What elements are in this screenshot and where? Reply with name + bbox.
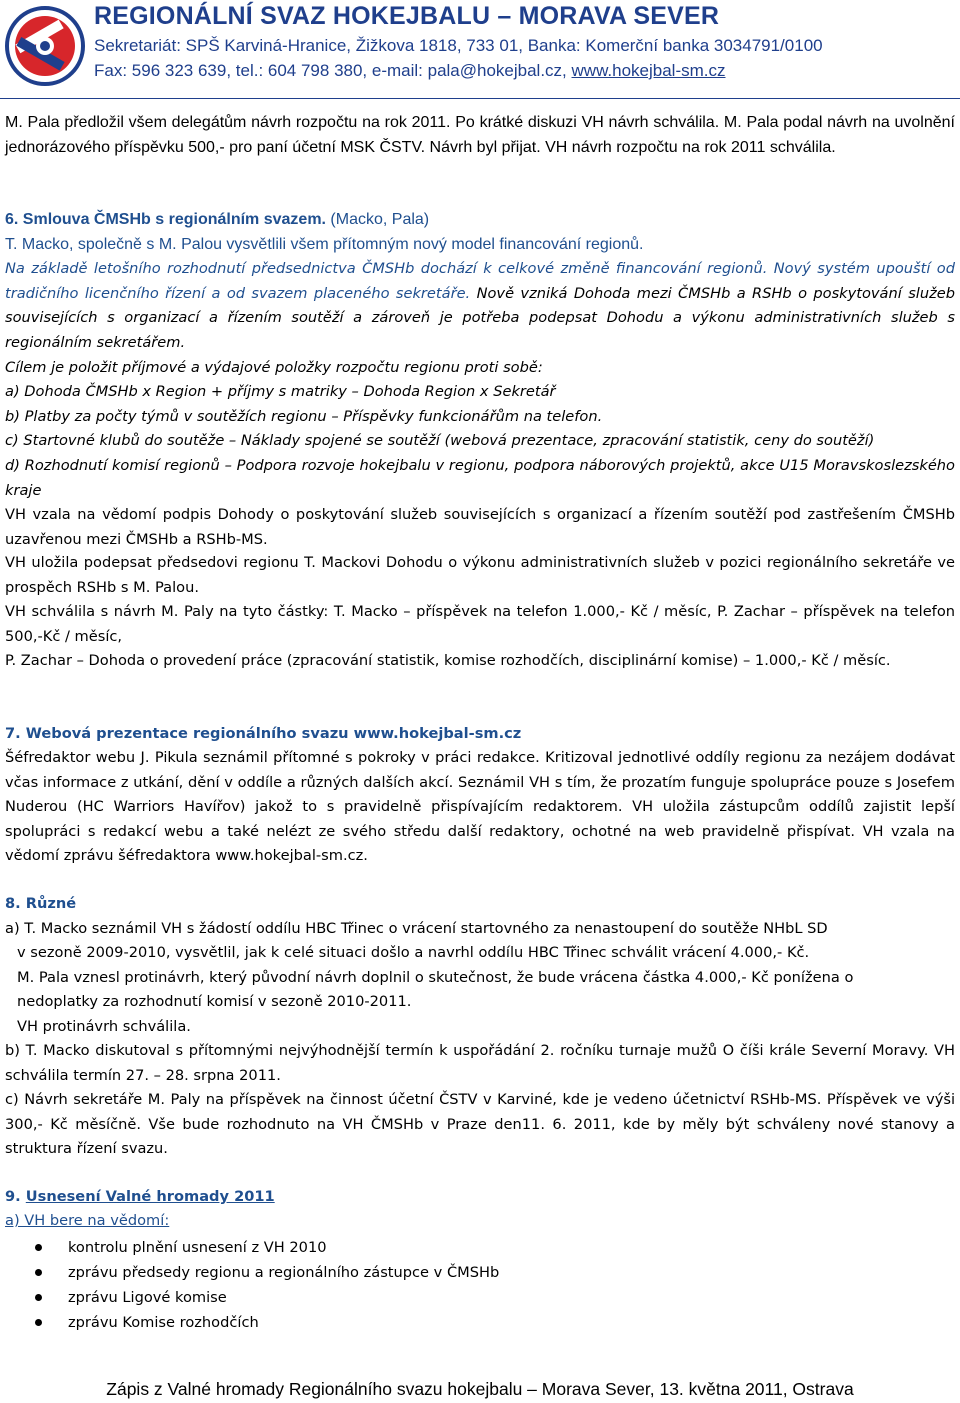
budget-paragraph: M. Pala předložil všem delegátům návrh rozpočtu na rok 2011. Po krátké diskuzi VH návrh schválila. M. Pala podal návrh na uvolnění jednorázového příspěvku 500,- pro paní účetní MSK ČSTV. Návrh byl přijat. VH návrh rozpočtu na rok 2011 schválila. — [5, 114, 955, 156]
resolution-amounts: VH schválila s návrh M. Paly na tyto částky: T. Macko – příspěvek na telefon 1.000,- Kč / měsíc, P. Zachar – příspěvek na telefon 500,-Kč / měsíc, — [5, 603, 955, 645]
list-item: kontrolu plnění usnesení z VH 2010 — [35, 1235, 499, 1260]
contact-details: Fax: 596 323 639, tel.: 604 798 380, e-mail: pala@hokejbal.cz, — [94, 61, 572, 80]
section-8-item-c: c) Návrh sekretáře M. Paly na příspěvek na činnost účetní ČSTV v Karviné, kde je vedeno účetnictví RSHb-MS. Příspěvek ve výši 300,- Kč měsíčně. Vše bude rozhodnuto na VH ČMSHb v Praze den11. 6. 2011, kde by měly být schváleny nové stanovy a struktura řízení svazu. — [5, 1091, 955, 1157]
section-9-heading — [5, 1185, 955, 1210]
section-8-item-a-line4: nedoplatky za rozhodnutí komisí v sezoně 2010-2011. — [17, 993, 412, 1010]
letterhead — [0, 0, 960, 100]
budget-goal: Cílem je položit příjmové a výdajové položky rozpočtu regionu proti sobě: — [5, 359, 543, 376]
secretariat-address: Sekretariát: SPŠ Karviná-Hranice, Žižkova 1818, 733 01, Banka: Komerční banka 3034791/0100 — [94, 36, 823, 55]
section-9-title: Usnesení Valné hromady 2011 — [25, 1188, 275, 1205]
section-9-number: 9. — [5, 1188, 26, 1205]
resolution-dpp: P. Zachar – Dohoda o provedení práce (zpracování statistik, komise rozhodčích, disciplinární komise) – 1.000,- Kč / měsíc. — [5, 652, 891, 669]
section-6-heading — [5, 208, 955, 233]
financing-change-text: Na základě letošního rozhodnutí předsednictva ČMSHb dochází k celkové změně financování regionů. Nový systém upouští od tradičního licenčního řízení a od svazem placeného sekretáře. — [5, 260, 955, 302]
section-8-item-a-line1: a) T. Macko seznámil VH s žádostí oddílu HBC Třinec o vrácení startovného za nenastoupení do soutěže NHbL SD — [5, 920, 828, 937]
list-item: zprávu Ligové komise — [35, 1285, 499, 1310]
budget-item-c: c) Startovné klubů do soutěže – Náklady spojené se soutěží (webová prezentace, zpracování statistik, ceny do soutěží) — [5, 432, 875, 449]
list-item: zprávu Komise rozhodčích — [35, 1310, 499, 1335]
section-7-text: Šéfredaktor webu J. Pikula seznámil přítomné s pokroky v práci redakce. Kritizoval jednotlivé oddíly regionu za nezájem dodávat včas informace z utkání, dění v oddíle a různých dalších akcí. Seznámil VH s tím, že prozatím funguje spolupráce pouze s Josefem Nuderou (HC Warriors Havířov) jakož to s pravidelně přispívajícím redaktorem. VH uložila zástupcům oddílů zajistit lepší spolupráci s redakcí webu a také nelézt ze svého středu další redaktory, ochotné na web pravidelně přispívat. VH vzala na vědomí zprávu šéfredaktora www.hokejbal-sm.cz. — [5, 749, 955, 864]
resolution-agreement: VH vzala na vědomí podpis Dohody o poskytování služeb souvisejících s organizací a řízením soutěží pod zastřešením ČMSHb uzavřenou mezi ČMSHb a RSHb-MS. — [5, 506, 955, 548]
section-9-item-a-text: a) VH bere na vědomí: — [5, 1212, 170, 1229]
section-8-item-b: b) T. Macko diskutoval s přítomnými nejvýhodnější termín k uspořádání 2. ročníku turnaje mužů O číši krále Severní Moravy. VH schválila termín 27. – 28. srpna 2011. — [5, 1042, 955, 1084]
section-8-item-a-line5: VH protinávrh schválila. — [17, 1018, 191, 1035]
section-6-title: 6. Smlouva ČMSHb s regionálním svazem. — [5, 211, 326, 228]
agreement-text: Nově vzniká Dohoda mezi ČMSHb a RSHb o poskytování služeb souvisejících s organizací a řízením soutěží a zároveň je potřeba podepsat Dohodu a výkonu administrativních služeb s regionálním sekretářem. — [5, 284, 956, 351]
section-6-intro: T. Macko, společně s M. Palou vysvětlili všem přítomným nový model financování regionů. — [5, 236, 644, 253]
organization-name: REGIONÁLNÍ SVAZ HOKEJBALU – MORAVA SEVER — [94, 2, 720, 30]
section-6-financing-change — [5, 257, 955, 355]
budget-item-a: a) Dohoda ČMSHb x Region + příjmy s matriky – Dohoda Region x Sekretář — [5, 383, 556, 400]
section-8-item-a-line3: M. Pala vznesl protinávrh, který původní návrh doplnil o skutečnost, že bude vrácena částka 4.000,- Kč ponížena o — [17, 969, 854, 986]
acknowledged-list — [35, 1235, 499, 1335]
resolution-secretary: VH uložila podepsat předsedovi regionu T. Mackovi Dohodu o výkonu administrativních služeb v pozici regionálního sekretáře ve prospěch RSHb s M. Palou. — [5, 554, 955, 596]
section-6-presenters: (Macko, Pala) — [325, 211, 430, 228]
section-8-item-a-line2: v sezoně 2009-2010, vysvětlil, jak k celé situaci došlo a navrhl oddílu HBC Třinec schválit vrácení 4.000,- Kč. — [17, 944, 810, 961]
budget-item-d: d) Rozhodnutí komisí regionů – Podpora rozvoje hokejbalu v regionu, podpora náborových projektů, akce U15 Moravskoslezského kraje — [5, 457, 955, 499]
header-divider — [0, 98, 960, 99]
section-8-heading: 8. Různé — [5, 895, 77, 912]
list-item: zprávu předsedy regionu a regionálního zástupce v ČMSHb — [35, 1260, 499, 1285]
section-9-item-a — [5, 1209, 955, 1234]
section-7-heading: 7. Webová prezentace regionálního svazu www.hokejbal-sm.cz — [5, 725, 522, 742]
page-footer: Zápis z Valné hromady Regionálního svazu hokejbalu – Morava Sever, 13. května 2011, Ostrava — [106, 1379, 854, 1399]
website-link[interactable]: www.hokejbal-sm.cz — [571, 61, 726, 80]
association-logo-icon — [4, 4, 86, 94]
budget-item-b: b) Platby za počty týmů v soutěžích regionu – Příspěvky funkcionářům na telefon. — [5, 408, 603, 425]
contact-line — [94, 61, 726, 81]
